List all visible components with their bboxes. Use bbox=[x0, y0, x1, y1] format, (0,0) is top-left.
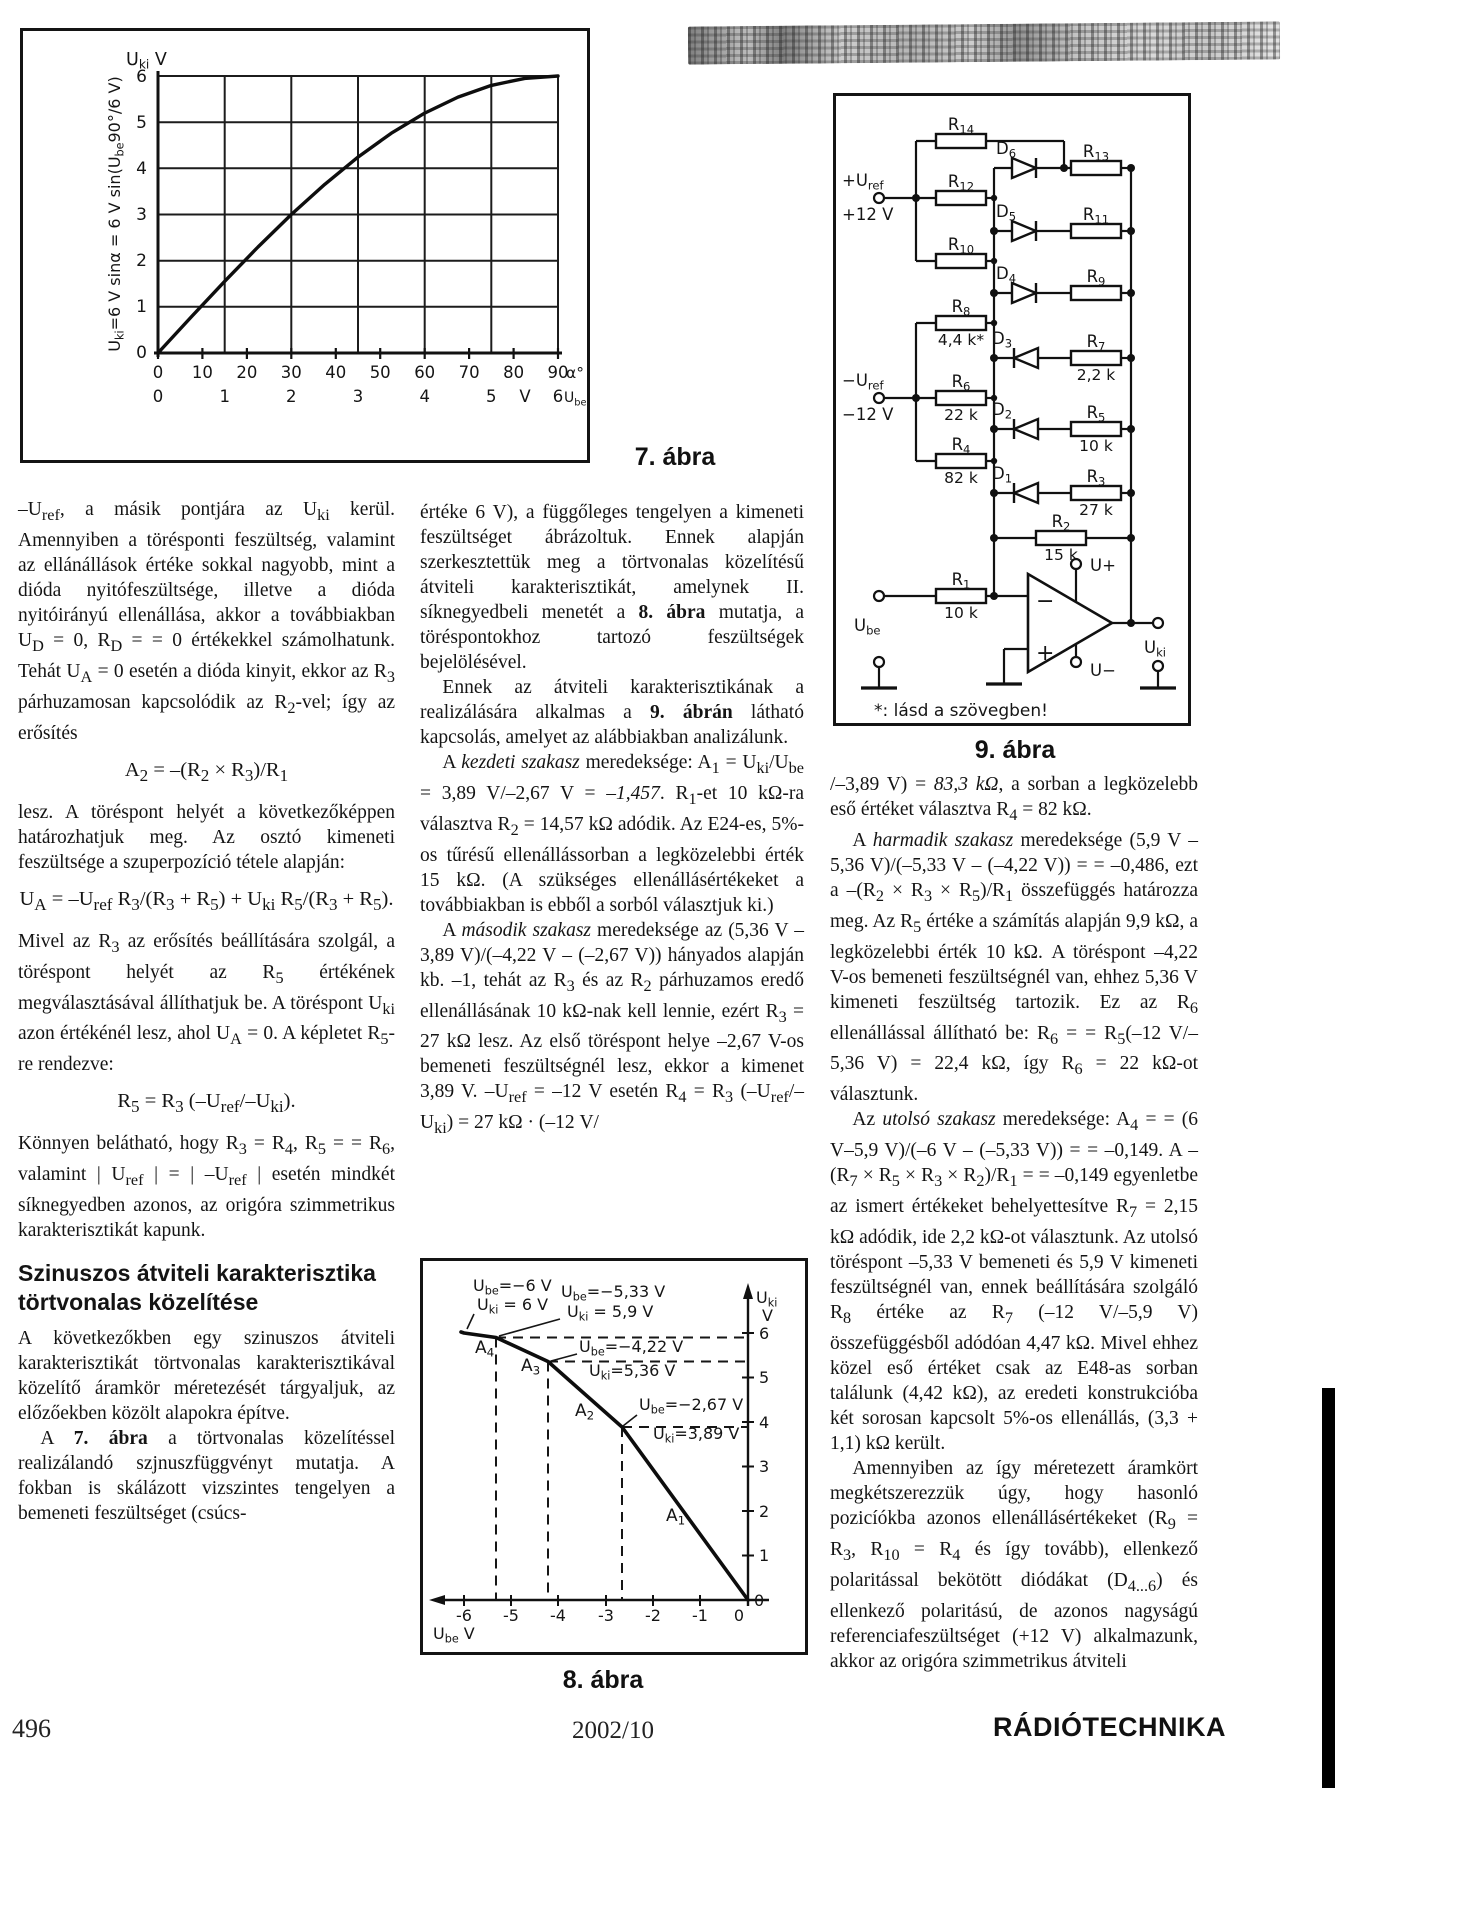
resistor-R2 bbox=[1036, 531, 1086, 545]
fig7-grid bbox=[158, 76, 558, 353]
terminal-input bbox=[874, 591, 884, 601]
opamp-minus-sign: − bbox=[1036, 589, 1055, 614]
column-3 bbox=[830, 772, 1198, 1674]
fig8-y-arrow bbox=[743, 1283, 753, 1299]
figure9-circuit bbox=[833, 93, 1191, 726]
scan-artifact-black-bar bbox=[1322, 1388, 1335, 1788]
terminal-u-minus bbox=[1071, 657, 1081, 667]
svg-text:30: 30 bbox=[280, 363, 302, 382]
svg-text:D2: $D_2$ bbox=[992, 400, 1013, 422]
svg-text:U+: U+ bbox=[1090, 556, 1116, 575]
terminal-pos-ref bbox=[874, 193, 884, 203]
paragraph: /–3,89 V) = 83,3 kΩ, a sorban a legközelebb eső értéket választva $R_4 = 82$ kΩ. bbox=[830, 774, 1198, 824]
diode-D2 bbox=[1014, 419, 1038, 439]
svg-text:R13: $R_{13}$ bbox=[1082, 142, 1110, 164]
figure7-sine-chart bbox=[20, 28, 590, 463]
resistor-R1 bbox=[936, 589, 986, 603]
diode-D6 bbox=[1012, 158, 1036, 178]
svg-text:Ube=−2,67 V: $U_{be}=-2,67$ V bbox=[639, 1395, 744, 1417]
svg-text:2: 2 bbox=[759, 1502, 770, 1521]
paragraph: A második szakasz meredeksége az (5,36 V – 3,89 V)/(–4,22 V – (–2,67 V)) hányados alapján kb. –1, tehát az $R_3$ és az $R_2$ párhuzamos eredő ellenállásának 10 kΩ-nak kell lennie, ezért $R_3 = 27$ kΩ lesz. Az első töréspont helye –2,67 V-os bemeneti feszültségnél lesz, ekkor a kimenet 3,89 V. $-U_{ref} = -12$ V esetén $R_4 = R_3$ $(-U_{ref}/-U_{ki}) = 27$ kΩ · (–12 V/ bbox=[420, 919, 804, 1138]
svg-text:1: 1 bbox=[219, 387, 230, 406]
svg-text:+12 V: +12 V bbox=[842, 205, 894, 224]
svg-text:10 k: 10 k bbox=[944, 604, 978, 622]
svg-text:22 k: 22 k bbox=[944, 406, 978, 424]
svg-text:A2: $A_2$ bbox=[575, 1401, 595, 1423]
svg-text:−Uref: $-U_{ref}$ bbox=[842, 371, 884, 393]
svg-text:−12 V: −12 V bbox=[842, 405, 894, 424]
svg-text:+Uref: $+U_{ref}$ bbox=[842, 171, 884, 193]
svg-text:6: 6 bbox=[136, 67, 147, 87]
figure8-caption: 8. ábra bbox=[562, 1666, 644, 1694]
svg-text:60: 60 bbox=[414, 363, 436, 382]
svg-text:D1: $D_1$ bbox=[992, 464, 1013, 486]
svg-text:1: 1 bbox=[759, 1546, 770, 1565]
svg-text:6: 6 bbox=[759, 1324, 770, 1343]
svg-text:Uki=3,89 V: $U_{ki}=3,89$ V bbox=[653, 1424, 740, 1446]
fig8-y-axis-labels bbox=[754, 1288, 777, 1610]
svg-text:2: 2 bbox=[286, 387, 297, 406]
terminal-neg-ref bbox=[874, 393, 884, 403]
fig7-x-deg-labels bbox=[153, 363, 584, 382]
svg-text:R7: $R_7$ bbox=[1086, 332, 1106, 354]
svg-text:Ube: $U_{be}$ bbox=[854, 616, 881, 638]
svg-text:Uki = 6 V: $U_{ki} = 6$ V bbox=[477, 1295, 549, 1317]
svg-text:82 k: 82 k bbox=[944, 469, 978, 487]
paragraph: A kezdeti szakasz meredeksége: $A_1 = U_{ki}/U_{be} = 3,89$ V/–2,67 V = –1,457. $R_1-et$ 10 kΩ-ra választva $R_2 = 14,57$ kΩ adódik. Az E24-es, 5%-os tűrésű ellenállássorban a legközelebbi érték 15 kΩ. (A szükséges ellenállásértékeket a továbbiakban is ebből a sorból választjuk ki.) bbox=[420, 752, 804, 916]
svg-text:R4: $R_4$ bbox=[951, 435, 971, 457]
svg-text:U−: U− bbox=[1090, 661, 1116, 680]
figure7-svg bbox=[23, 31, 587, 459]
svg-text:V: V bbox=[762, 1306, 773, 1325]
paragraph: Ennek az átviteli karakterisztikának a realizálására alkalmas a 9. ábrán látható kapcsolás, amelyet az alábbiakban analizálunk. bbox=[420, 677, 804, 748]
svg-text:15 k: 15 k bbox=[1044, 546, 1078, 564]
svg-text:2: 2 bbox=[136, 251, 147, 271]
svg-text:A1: $A_1$ bbox=[666, 1506, 686, 1528]
svg-text:R5: $R_5$ bbox=[1086, 403, 1106, 425]
figure8-transfer-chart bbox=[420, 1258, 808, 1655]
paragraph: Amennyiben az így méretezett áramkört megkétszerezzük úgy, hogy hasonló pozicíókba azonos ellenállásértékeket ($R_9 = R_3$, $R_{10} = R_4$ és így tovább), ellenkező polaritással bekötött diódákat $(D_{4...6})$ és ellenkező polaritású, de azonos nagyságú referenciafeszültséget (+12 V) alkalmazunk, akkor az origóra szimmetrikus átviteli bbox=[830, 1457, 1199, 1672]
paragraph: $-U_{ref}$, a másik pontjára az $U_{ki}$ kerül. Amennyiben a törésponti feszültség, valamint az ellánállások értéke sokkal nagyobb, mint a dióda nyitófeszültsége, illetve a dióda nyitóirányú ellenállása, akkor a továbbiakban $U_D = 0$, $R_D$ = = 0 értékekkel számolhatunk. Tehát $U_A = 0$ esetén a dióda kinyit, ekkor az $R_3$ párhuzamosan kapcsolódik az $R_2$-vel; így az erősítés bbox=[18, 499, 396, 744]
resistor-R4 bbox=[936, 454, 986, 468]
fig7-ube-axis-label: $U_{be}$ bbox=[564, 390, 587, 409]
diode-D5 bbox=[1012, 221, 1036, 241]
svg-text:3: 3 bbox=[759, 1457, 770, 1476]
svg-text:4: 4 bbox=[759, 1413, 770, 1432]
figure7-caption: 7. ábra bbox=[634, 443, 716, 471]
fig8-x-arrow bbox=[429, 1595, 445, 1605]
svg-text:2,2 k: 2,2 k bbox=[1076, 366, 1116, 384]
svg-text:3: 3 bbox=[352, 387, 364, 406]
fig9-footnote: *: lásd a szövegben! bbox=[874, 701, 1048, 721]
figure8-svg bbox=[423, 1261, 805, 1652]
svg-text:5: 5 bbox=[486, 387, 497, 406]
paragraph: Könnyen belátható, hogy $R_3 = R_4$, $R_5$ = = $R_6$, valamint | $U_{ref}$ | = | $-U_{ref}$ | esetén mindkét síknegyedben azonos, az origóra szimmetrikus karakterisztikát kapunk. bbox=[18, 1133, 396, 1242]
paragraph: A harmadik szakasz meredeksége (5,9 V – 5,36 V)/(–5,33 V – (–4,22 V)) = = –0,486, ezt a $-(R_2 \times R_3 \times R_5)/R_1$ összefüggés határozza meg. Az $R_5$ értéke a számítás alapján 9,9 kΩ, a legközelebbi érték 10 kΩ. A töréspont –4,22 V-os bemeneti feszültségnél van, ehhez 5,36 V kimeneti feszültség tartozik. Ez az $R_6$ ellenállással állítható be: $R_6$ = = $R_5(-12$ V/–5,36 V) = 22,4 kΩ, így $R_6 = 22$ kΩ-ot választunk. bbox=[830, 829, 1199, 1106]
svg-text:R2: $R_2$ bbox=[1051, 512, 1071, 534]
diode-D3 bbox=[1014, 348, 1038, 368]
svg-text:R6: $R_6$ bbox=[951, 372, 971, 394]
issue-label: 2002/10 bbox=[572, 1717, 654, 1744]
svg-text:Ube=−4,22 V: $U_{be}=-4,22$ V bbox=[579, 1337, 684, 1359]
svg-text:5: 5 bbox=[136, 113, 147, 133]
svg-text:80: 80 bbox=[503, 363, 525, 382]
svg-text:5: 5 bbox=[759, 1368, 770, 1387]
svg-text:D4: $D_4$ bbox=[996, 264, 1017, 286]
svg-text:0: 0 bbox=[136, 343, 147, 363]
svg-text:R8: $R_8$ bbox=[951, 297, 971, 319]
svg-text:0: 0 bbox=[733, 1606, 745, 1625]
svg-text:R12: $R_{12}$ bbox=[947, 172, 975, 194]
fig8-x-axis-title: $U_{be}$ V bbox=[433, 1624, 475, 1646]
svg-text:40: 40 bbox=[325, 363, 347, 382]
paragraph: értéke 6 V), a függőleges tengelyen a kimeneti feszültséget ábrázoltuk. Ennek alapján szerkesztettük meg a törtvonalas közelítésű átviteli karakterisztikát, amelynek II. síknegyedbeli menetét a 8. ábra mutatja, a töréspontokhoz tartozó feszültségek bejelölésével. bbox=[420, 502, 805, 673]
fig7-x-ube-labels bbox=[153, 387, 587, 409]
svg-text:4: 4 bbox=[419, 387, 430, 406]
resistor-R3 bbox=[1071, 486, 1121, 500]
svg-text:-2: -2 bbox=[645, 1606, 661, 1625]
magazine-title: RÁDIÓTECHNIKA bbox=[993, 1712, 1226, 1742]
svg-text:A3: $A_3$ bbox=[521, 1356, 541, 1378]
svg-text:R14: $R_{14}$ bbox=[947, 115, 975, 137]
fig7-ube-unit: V bbox=[519, 387, 531, 406]
svg-text:20: 20 bbox=[236, 363, 258, 382]
diode-D4 bbox=[1012, 283, 1036, 303]
svg-text:0: 0 bbox=[754, 1591, 765, 1610]
resistor-R8 bbox=[936, 316, 986, 330]
fig7-alpha-unit: α° bbox=[566, 364, 584, 382]
svg-text:Uki: $U_{ki}$ bbox=[1144, 638, 1166, 660]
svg-text:-4: -4 bbox=[550, 1606, 566, 1625]
svg-text:4: 4 bbox=[136, 159, 147, 179]
scan-artifact-band bbox=[688, 21, 1280, 64]
svg-text:D3: $D_3$ bbox=[992, 329, 1013, 351]
fig7-y-axis-title: $U_{ki}$ V bbox=[126, 50, 167, 72]
fig7-y-tick-labels bbox=[136, 67, 147, 363]
fig7-y-rotated-label: $U_{ki}=6$ V sinα = 6 V $\sin(U_{be}90^\circ/6$ V) bbox=[105, 76, 127, 352]
paragraph: A 7. ábra a törtvonalas közelítéssel realizálandó szjnuszfüggvényt mutatja. A fokban is skálázott vizszintes tengelyen a bemeneti feszültséget (csúcs- bbox=[18, 1428, 395, 1525]
svg-text:-3: -3 bbox=[598, 1606, 614, 1625]
terminal-input-ground bbox=[874, 657, 884, 667]
svg-text:-1: -1 bbox=[692, 1606, 708, 1625]
svg-text:R9: $R_9$ bbox=[1086, 267, 1106, 289]
svg-text:-5: -5 bbox=[503, 1606, 519, 1625]
paragraph: lesz. A töréspont helyét a következőképpen határozhatjuk meg. Az osztó kimeneti feszültsége a szuperpozíció tétele alapján: bbox=[18, 801, 395, 873]
svg-text:90: 90 bbox=[547, 363, 569, 382]
resistor-R7 bbox=[1071, 351, 1121, 365]
section-heading: Szinuszos átviteli karakterisztika törtvonalas közelítése bbox=[18, 1260, 376, 1316]
svg-text:3: 3 bbox=[136, 205, 147, 225]
svg-text:R3: $R_3$ bbox=[1086, 467, 1106, 489]
resistor-R9 bbox=[1071, 286, 1121, 300]
svg-text:1: 1 bbox=[136, 297, 147, 317]
column-1 bbox=[18, 497, 395, 1526]
figure9-svg bbox=[836, 96, 1188, 723]
paragraph: Mivel az $R_3$ az erősítés beállítására szolgál, a töréspont helyét az $R_5$ értékének megválasztásával állíthatjuk be. A töréspont $U_{ki}$ azon értékénél lesz, ahol $U_A = 0$. A képletet $R_5-re$ rendezve: bbox=[18, 930, 396, 1076]
svg-text:R11: $R_{11}$ bbox=[1082, 205, 1110, 227]
diode-D1 bbox=[1014, 483, 1038, 503]
terminal-output bbox=[1153, 618, 1163, 628]
svg-text:6: 6 bbox=[552, 387, 564, 406]
formula-gain-a2: $A_2 = -(R_2 \times R_3)/R_1$ bbox=[124, 758, 289, 785]
svg-text:4,4 k*: 4,4 k* bbox=[937, 331, 985, 349]
page-number: 496 bbox=[12, 1714, 51, 1743]
svg-text:A4: $A_4$ bbox=[475, 1338, 495, 1360]
svg-text:Uki=5,36 V: $U_{ki}=5,36$ V bbox=[589, 1361, 676, 1383]
svg-text:Uki = 5,9 V: $U_{ki} = 5,9$ V bbox=[567, 1302, 654, 1324]
svg-text:70: 70 bbox=[458, 363, 480, 382]
svg-text:Uki: $U_{ki}$ bbox=[756, 1288, 778, 1310]
figure9-caption: 9. ábra bbox=[974, 736, 1056, 764]
terminal-output-ground bbox=[1153, 661, 1163, 671]
svg-text:R10: $R_{10}$ bbox=[947, 235, 975, 257]
svg-text:D6: $D_6$ bbox=[996, 139, 1017, 161]
fig9-diode-labels bbox=[992, 139, 1016, 486]
resistor-R6 bbox=[936, 391, 986, 405]
formula-r5: $R_5 = R_3$ $(-U_{ref}/-U_{ki})$. bbox=[117, 1090, 296, 1117]
formula-superposition: $U_A = -U_{ref}$ $R_3/(R_3 + R_5) + U_{ki}$ $R_5/(R_3 + R_5)$. bbox=[19, 887, 394, 914]
paragraph: A következőkben egy szinuszos átviteli karakterisztikát törtvonalas karakterisztikával közelítő áramkör méretezését tárgyaljuk, az előzőekben közölt alapokra építve. bbox=[18, 1328, 395, 1425]
svg-text:10: 10 bbox=[191, 363, 213, 382]
resistor-R5 bbox=[1071, 422, 1121, 436]
svg-text:10 k: 10 k bbox=[1079, 437, 1113, 455]
svg-text:-6: -6 bbox=[456, 1606, 472, 1625]
svg-text:0: 0 bbox=[152, 387, 164, 406]
svg-text:50: 50 bbox=[369, 363, 391, 382]
paragraph: Az utolsó szakasz meredeksége: $A_4$ = = (6 V–5,9 V)/(–6 V – (–5,33 V)) = = –0,149. A $-(R_7 \times R_5 \times R_3 \times R_2)/R_1$ = = –0,149 egyenletbe az ismert értékeket behelyettesítve $R_7 = 2,15$ kΩ adódik, ide 2,2 kΩ-ot választunk. Az utolsó töréspont –5,33 V bemeneti és 5,9 V kimeneti feszültségnél van, ennek beállítására szolgáló $R_8$ értéke az $R_7$ (–12 V/–5,9 V) összefüggésből adódóan 4,47 kΩ. Mivel ehhez közel eső értéket csak az E48-as sorban találunk (4,42 kΩ), az eredeti konstrukcióba két sorosan kapcsolt 5%-os ellenállás, (3,3 + 1,1) kΩ került. bbox=[830, 1109, 1199, 1454]
svg-text:27 k: 27 k bbox=[1079, 501, 1113, 519]
svg-text:Ube=−5,33 V: $U_{be}=-5,33$ V bbox=[561, 1282, 666, 1304]
svg-text:0: 0 bbox=[152, 363, 164, 382]
opamp-plus-sign: + bbox=[1036, 641, 1055, 666]
fig8-x-axis-labels bbox=[456, 1606, 744, 1625]
fig9-ground-bars bbox=[861, 684, 1176, 688]
svg-text:R1: $R_1$ bbox=[951, 570, 971, 592]
svg-text:Ube=−6 V: $U_{be}=-6$ V bbox=[473, 1276, 552, 1298]
column-2 bbox=[420, 500, 804, 1141]
svg-text:D5: $D_5$ bbox=[996, 202, 1017, 224]
